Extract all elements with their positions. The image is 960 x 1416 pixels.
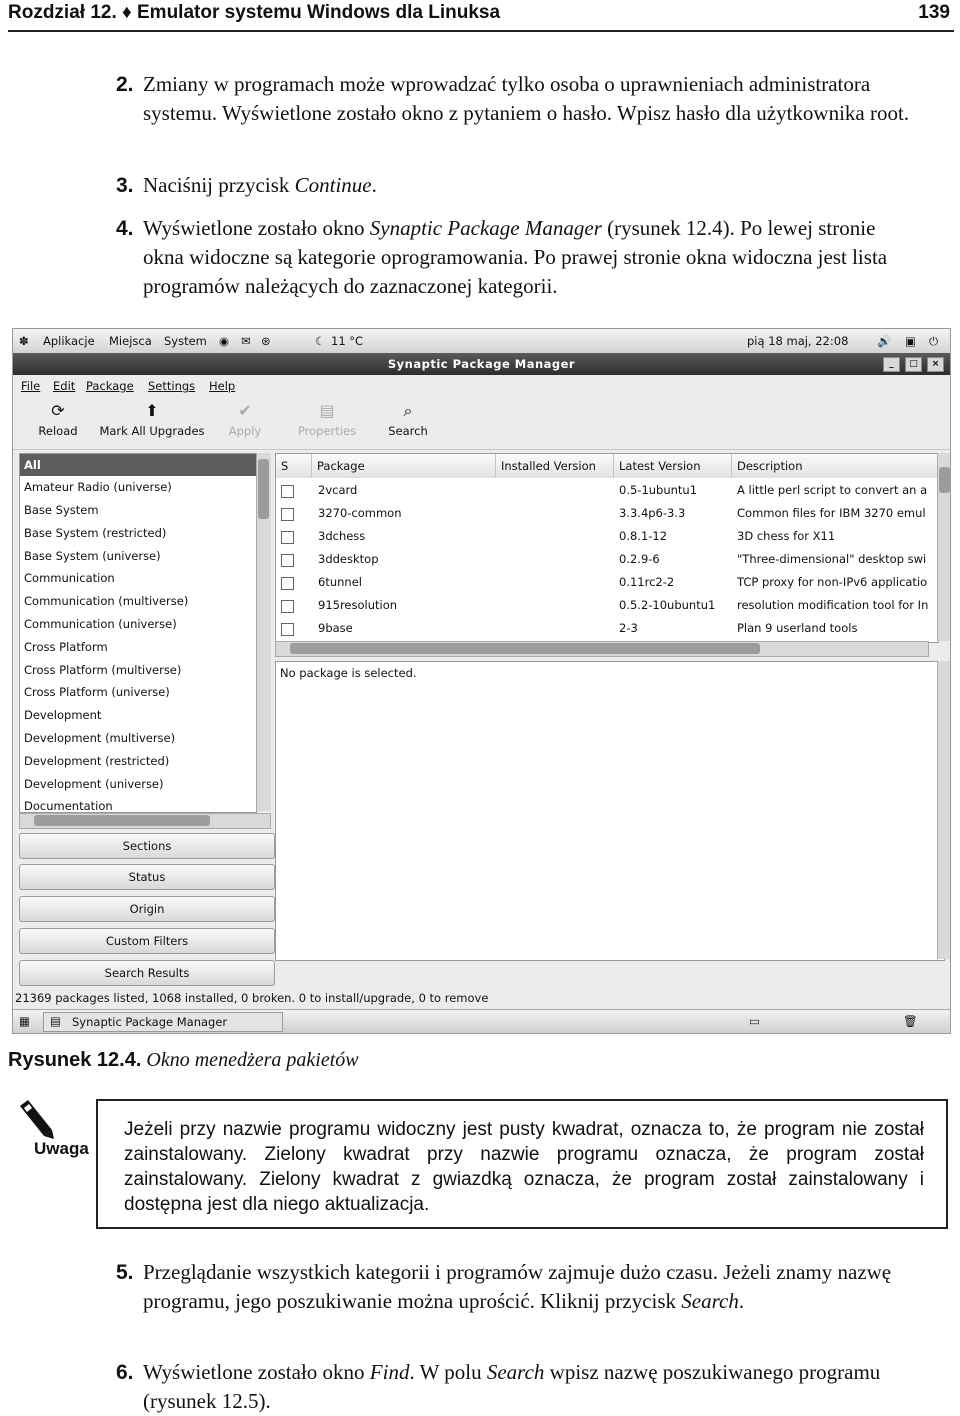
custom-filters-button[interactable]: Custom Filters <box>19 928 275 954</box>
step-text: Przeglądanie wszystkich kategorii i programów zajmuje dużo czasu. Jeżeli znamy nazwę programu, jego poszukiwanie można uprościć. Kliknij przycisk Search. <box>143 1260 892 1313</box>
trash-icon[interactable]: 🗑 <box>903 1014 918 1028</box>
column-header-description[interactable]: Description <box>732 454 938 478</box>
latest-version: 0.5-1ubuntu1 <box>619 483 698 497</box>
page-number: 139 <box>918 2 950 23</box>
category-item[interactable]: Base System (restricted) <box>24 526 167 540</box>
mail-launcher-icon[interactable]: ✉ <box>241 334 251 348</box>
latest-version: 0.8.1-12 <box>619 529 668 543</box>
step-text: Wyświetlone zostało okno Find. W polu Search wpisz nazwę poszukiwanego programu (rysunek 12.5). <box>143 1360 881 1413</box>
status-button[interactable]: Status <box>19 864 275 890</box>
minimize-button[interactable]: _ <box>883 357 900 372</box>
step-text: Naciśnij przycisk Continue. <box>143 173 377 197</box>
package-vscroll[interactable] <box>937 453 951 641</box>
caption-text: Okno menedżera pakietów <box>146 1049 359 1071</box>
category-item[interactable]: Documentation <box>24 799 113 813</box>
category-item[interactable]: All <box>20 454 256 476</box>
column-header-status[interactable]: S <box>276 454 312 478</box>
installed-version <box>501 502 611 525</box>
installed-version <box>501 617 611 640</box>
column-header-latest[interactable]: Latest Version <box>614 454 732 478</box>
details-text: No package is selected. <box>280 666 417 680</box>
installed-version <box>501 525 611 548</box>
details-vscroll[interactable] <box>937 661 951 959</box>
reload-button[interactable]: ⟳ Reload <box>38 401 78 438</box>
bottom-panel <box>13 1009 950 1034</box>
package-name: 2vcard <box>318 483 358 497</box>
category-item[interactable]: Development <box>24 708 102 722</box>
close-button[interactable]: × <box>927 357 944 372</box>
volume-icon[interactable]: 🔊 <box>877 334 892 348</box>
pencil-icon <box>14 1100 56 1140</box>
scroll-thumb[interactable] <box>290 643 760 654</box>
package-description: Common files for IBM 3270 emul <box>737 506 926 520</box>
toolbar <box>13 397 950 450</box>
apply-button[interactable]: ✔ Apply <box>228 401 262 438</box>
menu-places[interactable]: Miejsca <box>109 334 152 348</box>
category-vscroll[interactable] <box>256 453 271 811</box>
category-item[interactable]: Cross Platform (universe) <box>24 685 170 699</box>
category-item[interactable]: Amateur Radio (universe) <box>24 480 172 494</box>
properties-button[interactable]: ▤ Properties <box>297 401 357 438</box>
reload-icon: ⟳ <box>51 401 65 420</box>
network-icon[interactable]: ▣ <box>905 334 916 348</box>
category-item[interactable]: Base System (universe) <box>24 549 161 563</box>
mark-all-upgrades-button[interactable]: ⬆ Mark All Upgrades <box>99 401 205 438</box>
category-item[interactable]: Communication (universe) <box>24 617 177 631</box>
status-checkbox[interactable] <box>281 623 294 636</box>
category-item[interactable]: Development (restricted) <box>24 754 170 768</box>
status-checkbox[interactable] <box>281 531 294 544</box>
column-header-package[interactable]: Package <box>312 454 496 478</box>
window-title: Synaptic Package Manager <box>387 357 576 371</box>
workspace-switcher-icon[interactable]: ▭ <box>749 1014 760 1028</box>
category-item[interactable]: Communication <box>24 571 115 585</box>
taskbar-window-label: Synaptic Package Manager <box>72 1015 228 1029</box>
package-name: 3dchess <box>318 529 366 543</box>
installed-version <box>501 548 611 571</box>
package-name: 3270-common <box>318 506 402 520</box>
gnome-top-panel <box>13 329 950 354</box>
window-titlebar[interactable] <box>13 353 950 375</box>
step-number: 2. <box>116 73 134 96</box>
taskbar-window-button[interactable] <box>43 1012 283 1032</box>
status-checkbox[interactable] <box>281 577 294 590</box>
category-item[interactable]: Cross Platform <box>24 640 108 654</box>
ubuntu-logo-icon: ✽ <box>19 334 29 348</box>
latest-version: 0.11rc2-2 <box>619 575 675 589</box>
menu-file[interactable]: File <box>21 379 41 393</box>
category-item[interactable]: Development (multiverse) <box>24 731 176 745</box>
package-description: resolution modification tool for In <box>737 598 929 612</box>
category-item[interactable]: Communication (multiverse) <box>24 594 189 608</box>
scroll-thumb[interactable] <box>258 459 269 519</box>
category-list <box>19 453 257 813</box>
sections-button[interactable]: Sections <box>19 833 275 859</box>
column-header-installed[interactable]: Installed Version <box>496 454 614 478</box>
step-text: Wyświetlone zostało okno Synaptic Package Manager (rysunek 12.4). Po lewej stronie okna widoczne są kategorie oprogramowania. Po prawej stronie okna widoczna jest lista programów należących do zaznaczonej kategorii. <box>143 216 888 298</box>
note-box <box>96 1099 948 1229</box>
page-header <box>8 0 954 32</box>
search-button[interactable]: ⌕ Search <box>388 401 428 438</box>
scroll-thumb[interactable] <box>34 815 210 826</box>
apply-icon: ✔ <box>238 401 252 420</box>
caption-label: Rysunek 12.4. <box>8 1049 142 1071</box>
step-text: Zmiany w programach może wprowadzać tylko osoba o uprawnieniach administratora systemu. Wyświetlone zostało okno z pytaniem o hasło. Wpisz hasło dla użytkownika root. <box>143 72 910 125</box>
weather-icon: ☾ <box>315 334 326 348</box>
package-description: TCP proxy for non-IPv6 applicatio <box>737 575 928 589</box>
status-checkbox[interactable] <box>281 600 294 613</box>
installed-version <box>501 479 611 502</box>
latest-version: 2-3 <box>619 621 638 635</box>
package-description: 3D chess for X11 <box>737 529 836 543</box>
category-hscroll[interactable] <box>19 813 271 829</box>
status-bar <box>13 991 950 1007</box>
step-number: 3. <box>116 174 134 197</box>
latest-version: 0.5.2-10ubuntu1 <box>619 598 716 612</box>
logout-icon[interactable]: ⏻ <box>929 334 939 348</box>
menu-applications[interactable]: Aplikacje <box>43 334 95 348</box>
menu-system[interactable]: System <box>164 334 207 348</box>
category-item[interactable]: Base System <box>24 503 99 517</box>
package-table <box>275 453 939 643</box>
note-text: Jeżeli przy nazwie programu widoczny jest pusty kwadrat, oznacza to, że program nie został zainstalowany. Zielony kwadrat przy nazwie programu oznacza, że program został zainstalowany. Zielony kwadrat z gwiazdką oznacza, że program został zainstalowany i dostępna jest dla niego aktualizacja. <box>124 1119 924 1215</box>
installed-version <box>501 571 611 594</box>
package-description: Plan 9 userland tools <box>737 621 858 635</box>
step-5 <box>116 1258 916 1316</box>
step-3 <box>116 171 916 200</box>
latest-version: 3.3.4p6-3.3 <box>619 506 686 520</box>
search-results-button[interactable]: Search Results <box>19 960 275 986</box>
synaptic-app-icon: ▤ <box>50 1014 61 1028</box>
synaptic-screenshot <box>12 328 951 1034</box>
chapter-title: Rozdział 12. ♦ Emulator systemu Windows dla Linuksa <box>8 2 501 23</box>
package-name: 915resolution <box>318 598 398 612</box>
show-desktop-icon[interactable]: ▦ <box>19 1014 30 1028</box>
package-description: A little perl script to convert an a <box>737 483 928 497</box>
maximize-button[interactable]: □ <box>905 357 922 372</box>
step-6 <box>116 1358 916 1416</box>
menu-help[interactable]: Help <box>209 379 236 393</box>
help-launcher-icon[interactable]: ⊛ <box>261 334 271 348</box>
figure-caption <box>8 1049 359 1072</box>
search-icon: ⌕ <box>403 401 413 420</box>
step-4 <box>116 214 916 301</box>
package-details <box>275 661 945 961</box>
category-item[interactable]: Development (universe) <box>24 777 164 791</box>
properties-icon: ▤ <box>319 401 335 420</box>
step-number: 6. <box>116 1361 134 1384</box>
clock[interactable]: pią 18 maj, 22:08 <box>747 334 849 348</box>
status-checkbox[interactable] <box>281 485 294 498</box>
status-text: 21369 packages listed, 1068 installed, 0 broken. 0 to install/upgrade, 0 to remove <box>15 991 489 1005</box>
menu-settings[interactable]: Settings <box>148 379 196 393</box>
menu-edit[interactable]: Edit <box>53 379 76 393</box>
status-checkbox[interactable] <box>281 554 294 567</box>
note-label: Uwaga <box>34 1139 89 1158</box>
step-number: 4. <box>116 217 134 240</box>
menu-bar <box>13 375 950 397</box>
status-checkbox[interactable] <box>281 508 294 521</box>
menu-package[interactable]: Package <box>86 379 134 393</box>
package-hscroll[interactable] <box>275 641 929 657</box>
origin-button[interactable]: Origin <box>19 896 275 922</box>
installed-version <box>501 594 611 617</box>
category-item[interactable]: Cross Platform (multiverse) <box>24 663 182 677</box>
package-name: 6tunnel <box>318 575 362 589</box>
browser-launcher-icon[interactable]: ◉ <box>219 334 230 348</box>
weather-temp: 11 °C <box>331 334 364 348</box>
package-name: 9base <box>318 621 353 635</box>
package-name: 3ddesktop <box>318 552 379 566</box>
step-2 <box>116 70 916 128</box>
scroll-thumb[interactable] <box>939 467 950 493</box>
latest-version: 0.2.9-6 <box>619 552 660 566</box>
package-description: "Three-dimensional" desktop swi <box>737 552 927 566</box>
step-number: 5. <box>116 1261 134 1284</box>
upgrade-icon: ⬆ <box>145 401 159 420</box>
